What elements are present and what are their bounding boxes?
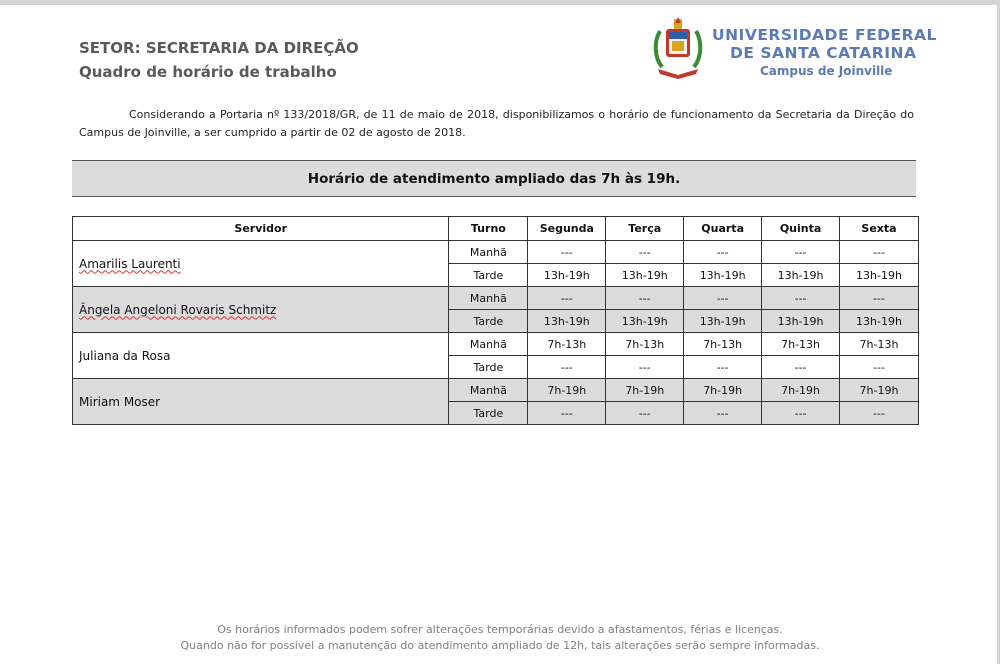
schedule-cell: --- — [606, 356, 684, 379]
table-row — [73, 241, 919, 264]
schedule-cell: --- — [528, 356, 606, 379]
schedule-cell: 7h-19h — [762, 379, 840, 402]
schedule-cell: 13h-19h — [684, 264, 762, 287]
page-subtitle: Quadro de horário de trabalho — [79, 63, 337, 81]
column-header: Quarta — [684, 217, 762, 241]
schedule-cell: 13h-19h — [762, 264, 840, 287]
table-header-row — [73, 217, 919, 241]
schedule-table — [72, 216, 919, 425]
schedule-cell: 7h-13h — [684, 333, 762, 356]
shift-label: Manhã — [449, 287, 528, 310]
column-header: Quinta — [762, 217, 840, 241]
column-header: Sexta — [840, 217, 919, 241]
schedule-cell: 7h-19h — [684, 379, 762, 402]
shift-label: Tarde — [449, 310, 528, 333]
schedule-cell: --- — [606, 402, 684, 425]
schedule-cell: 7h-19h — [606, 379, 684, 402]
schedule-cell: 7h-13h — [606, 333, 684, 356]
schedule-cell: --- — [684, 287, 762, 310]
schedule-cell: --- — [840, 287, 919, 310]
shift-label: Manhã — [449, 379, 528, 402]
schedule-cell: 7h-13h — [762, 333, 840, 356]
schedule-cell: --- — [840, 241, 919, 264]
column-header: Segunda — [528, 217, 606, 241]
shift-label: Manhã — [449, 333, 528, 356]
schedule-cell: 13h-19h — [528, 264, 606, 287]
schedule-cell: 7h-19h — [528, 379, 606, 402]
top-border — [0, 0, 1000, 5]
schedule-cell: --- — [606, 287, 684, 310]
footer-note-2: Quando não for possível a manutenção do atendimento ampliado de 12h, tais alterações serão sempre informadas. — [180, 639, 820, 652]
table-row — [73, 287, 919, 310]
column-header: Terça — [606, 217, 684, 241]
staff-name: Miriam Moser — [73, 379, 449, 425]
schedule-cell: 13h-19h — [762, 310, 840, 333]
schedule-cell: --- — [762, 356, 840, 379]
table-row — [73, 379, 919, 402]
schedule-cell: --- — [762, 241, 840, 264]
schedule-cell: 13h-19h — [606, 310, 684, 333]
shift-label: Tarde — [449, 402, 528, 425]
staff-name: Ângela Angeloni Rovaris Schmitz — [73, 287, 449, 333]
table-row — [73, 333, 919, 356]
shift-label: Manhã — [449, 241, 528, 264]
schedule-cell: --- — [762, 287, 840, 310]
schedule-cell: --- — [528, 402, 606, 425]
column-header: Servidor — [73, 217, 449, 241]
logo-line-2: DE SANTA CATARINA — [730, 44, 917, 62]
schedule-cell: 13h-19h — [684, 310, 762, 333]
schedule-cell: --- — [684, 241, 762, 264]
schedule-cell: --- — [528, 241, 606, 264]
shift-label: Tarde — [449, 356, 528, 379]
column-header: Turno — [449, 217, 528, 241]
footer-note-1: Os horários informados podem sofrer alterações temporárias devido a afastamentos, férias e licenças. — [217, 623, 783, 636]
schedule-cell: --- — [840, 402, 919, 425]
staff-name: Amarilis Laurenti — [73, 241, 449, 287]
schedule-cell: --- — [684, 356, 762, 379]
schedule-cell: --- — [762, 402, 840, 425]
schedule-cell: 13h-19h — [840, 310, 919, 333]
schedule-cell: --- — [528, 287, 606, 310]
schedule-cell: 13h-19h — [528, 310, 606, 333]
intro-paragraph: Considerando a Portaria nº 133/2018/GR, de 11 de maio de 2018, disponibilizamos o horário de funcionamento da Secretaria da Direção do Campus de Joinville, a ser cumprido a partir de 02 de agosto de 2018. — [79, 108, 914, 139]
schedule-cell: --- — [684, 402, 762, 425]
schedule-cell: 7h-13h — [840, 333, 919, 356]
ufsc-crest-icon — [652, 17, 704, 79]
schedule-cell: 13h-19h — [840, 264, 919, 287]
schedule-cell: 13h-19h — [606, 264, 684, 287]
schedule-cell: --- — [840, 356, 919, 379]
schedule-cell: 7h-19h — [840, 379, 919, 402]
staff-name: Juliana da Rosa — [73, 333, 449, 379]
shift-label: Tarde — [449, 264, 528, 287]
sector-title: SETOR: SECRETARIA DA DIREÇÃO — [79, 39, 359, 57]
schedule-cell: --- — [606, 241, 684, 264]
university-logo — [652, 17, 952, 81]
service-hours-banner: Horário de atendimento ampliado das 7h às 19h. — [72, 160, 916, 197]
logo-line-1: UNIVERSIDADE FEDERAL — [712, 26, 937, 44]
schedule-cell: 7h-13h — [528, 333, 606, 356]
logo-line-3: Campus de Joinville — [760, 64, 893, 78]
